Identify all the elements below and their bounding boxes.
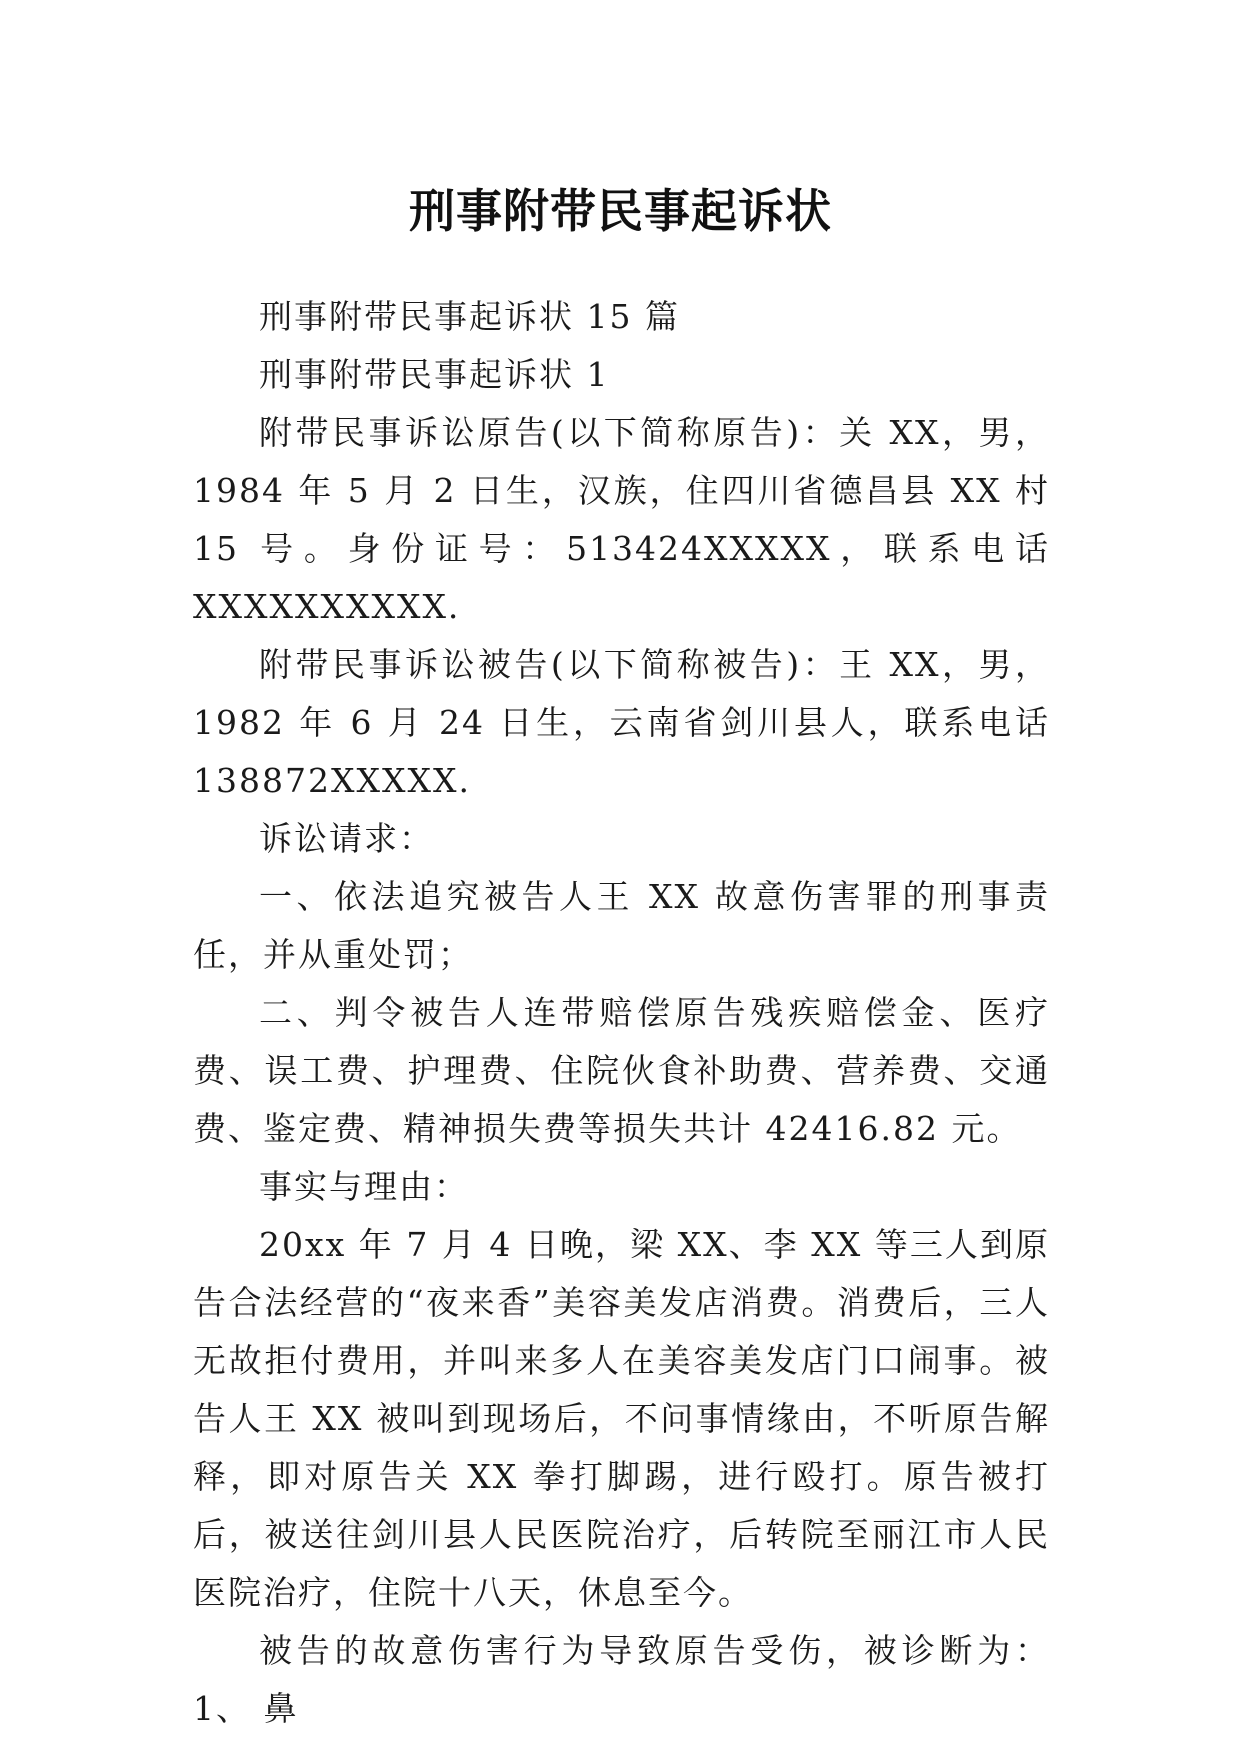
paragraph: 一、依法追究被告人王 XX 故意伤害罪的刑事责任，并从重处罚； (193, 877, 1050, 974)
paragraph: 20xx 年 7 月 4 日晚，梁 XX、李 XX 等三人到原告合法经营的“夜来香”美容美发店消费。消费后，三人无故拒付费用，并叫来多人在美容美发店门口闹事。被告人王 XX 被叫到现场后，不问事情缘由，不听原告解释，即对原告关 XX 拳打脚踢，进行殴打。原告被打后，被送往剑川县人民医院治疗，后转院至丽江市人民医院治疗，住院十八天，休息至今。 (193, 1225, 1050, 1612)
paragraph: 诉讼请求： (259, 819, 434, 858)
paragraph: 被告的故意伤害行为导致原告受伤，被诊断为：1、 鼻 (193, 1631, 1050, 1728)
paragraph: 刑事附带民事起诉状 1 (259, 355, 610, 394)
paragraph: 附带民事诉讼原告(以下简称原告)：关 XX，男，1984 年 5 月 2 日生，汉族，住四川省德昌县 XX 村 15 号。身份证号：513424XXXXX，联系电话 XXXXXXXXXX. (193, 413, 1050, 626)
document-title: 刑事附带民事起诉状 (409, 183, 832, 238)
paragraph: 二、判令被告人连带赔偿原告残疾赔偿金、医疗费、误工费、护理费、住院伙食补助费、营养费、交通费、鉴定费、精神损失费等损失共计 42416.82 元。 (193, 993, 1050, 1148)
paragraph: 刑事附带民事起诉状 15 篇 (259, 297, 680, 336)
document-body (193, 288, 1050, 1738)
paragraph: 事实与理由： (259, 1167, 469, 1206)
paragraph: 附带民事诉讼被告(以下简称被告)：王 XX，男，1982 年 6 月 24 日生，云南省剑川县人，联系电话 138872XXXXX. (193, 645, 1050, 800)
